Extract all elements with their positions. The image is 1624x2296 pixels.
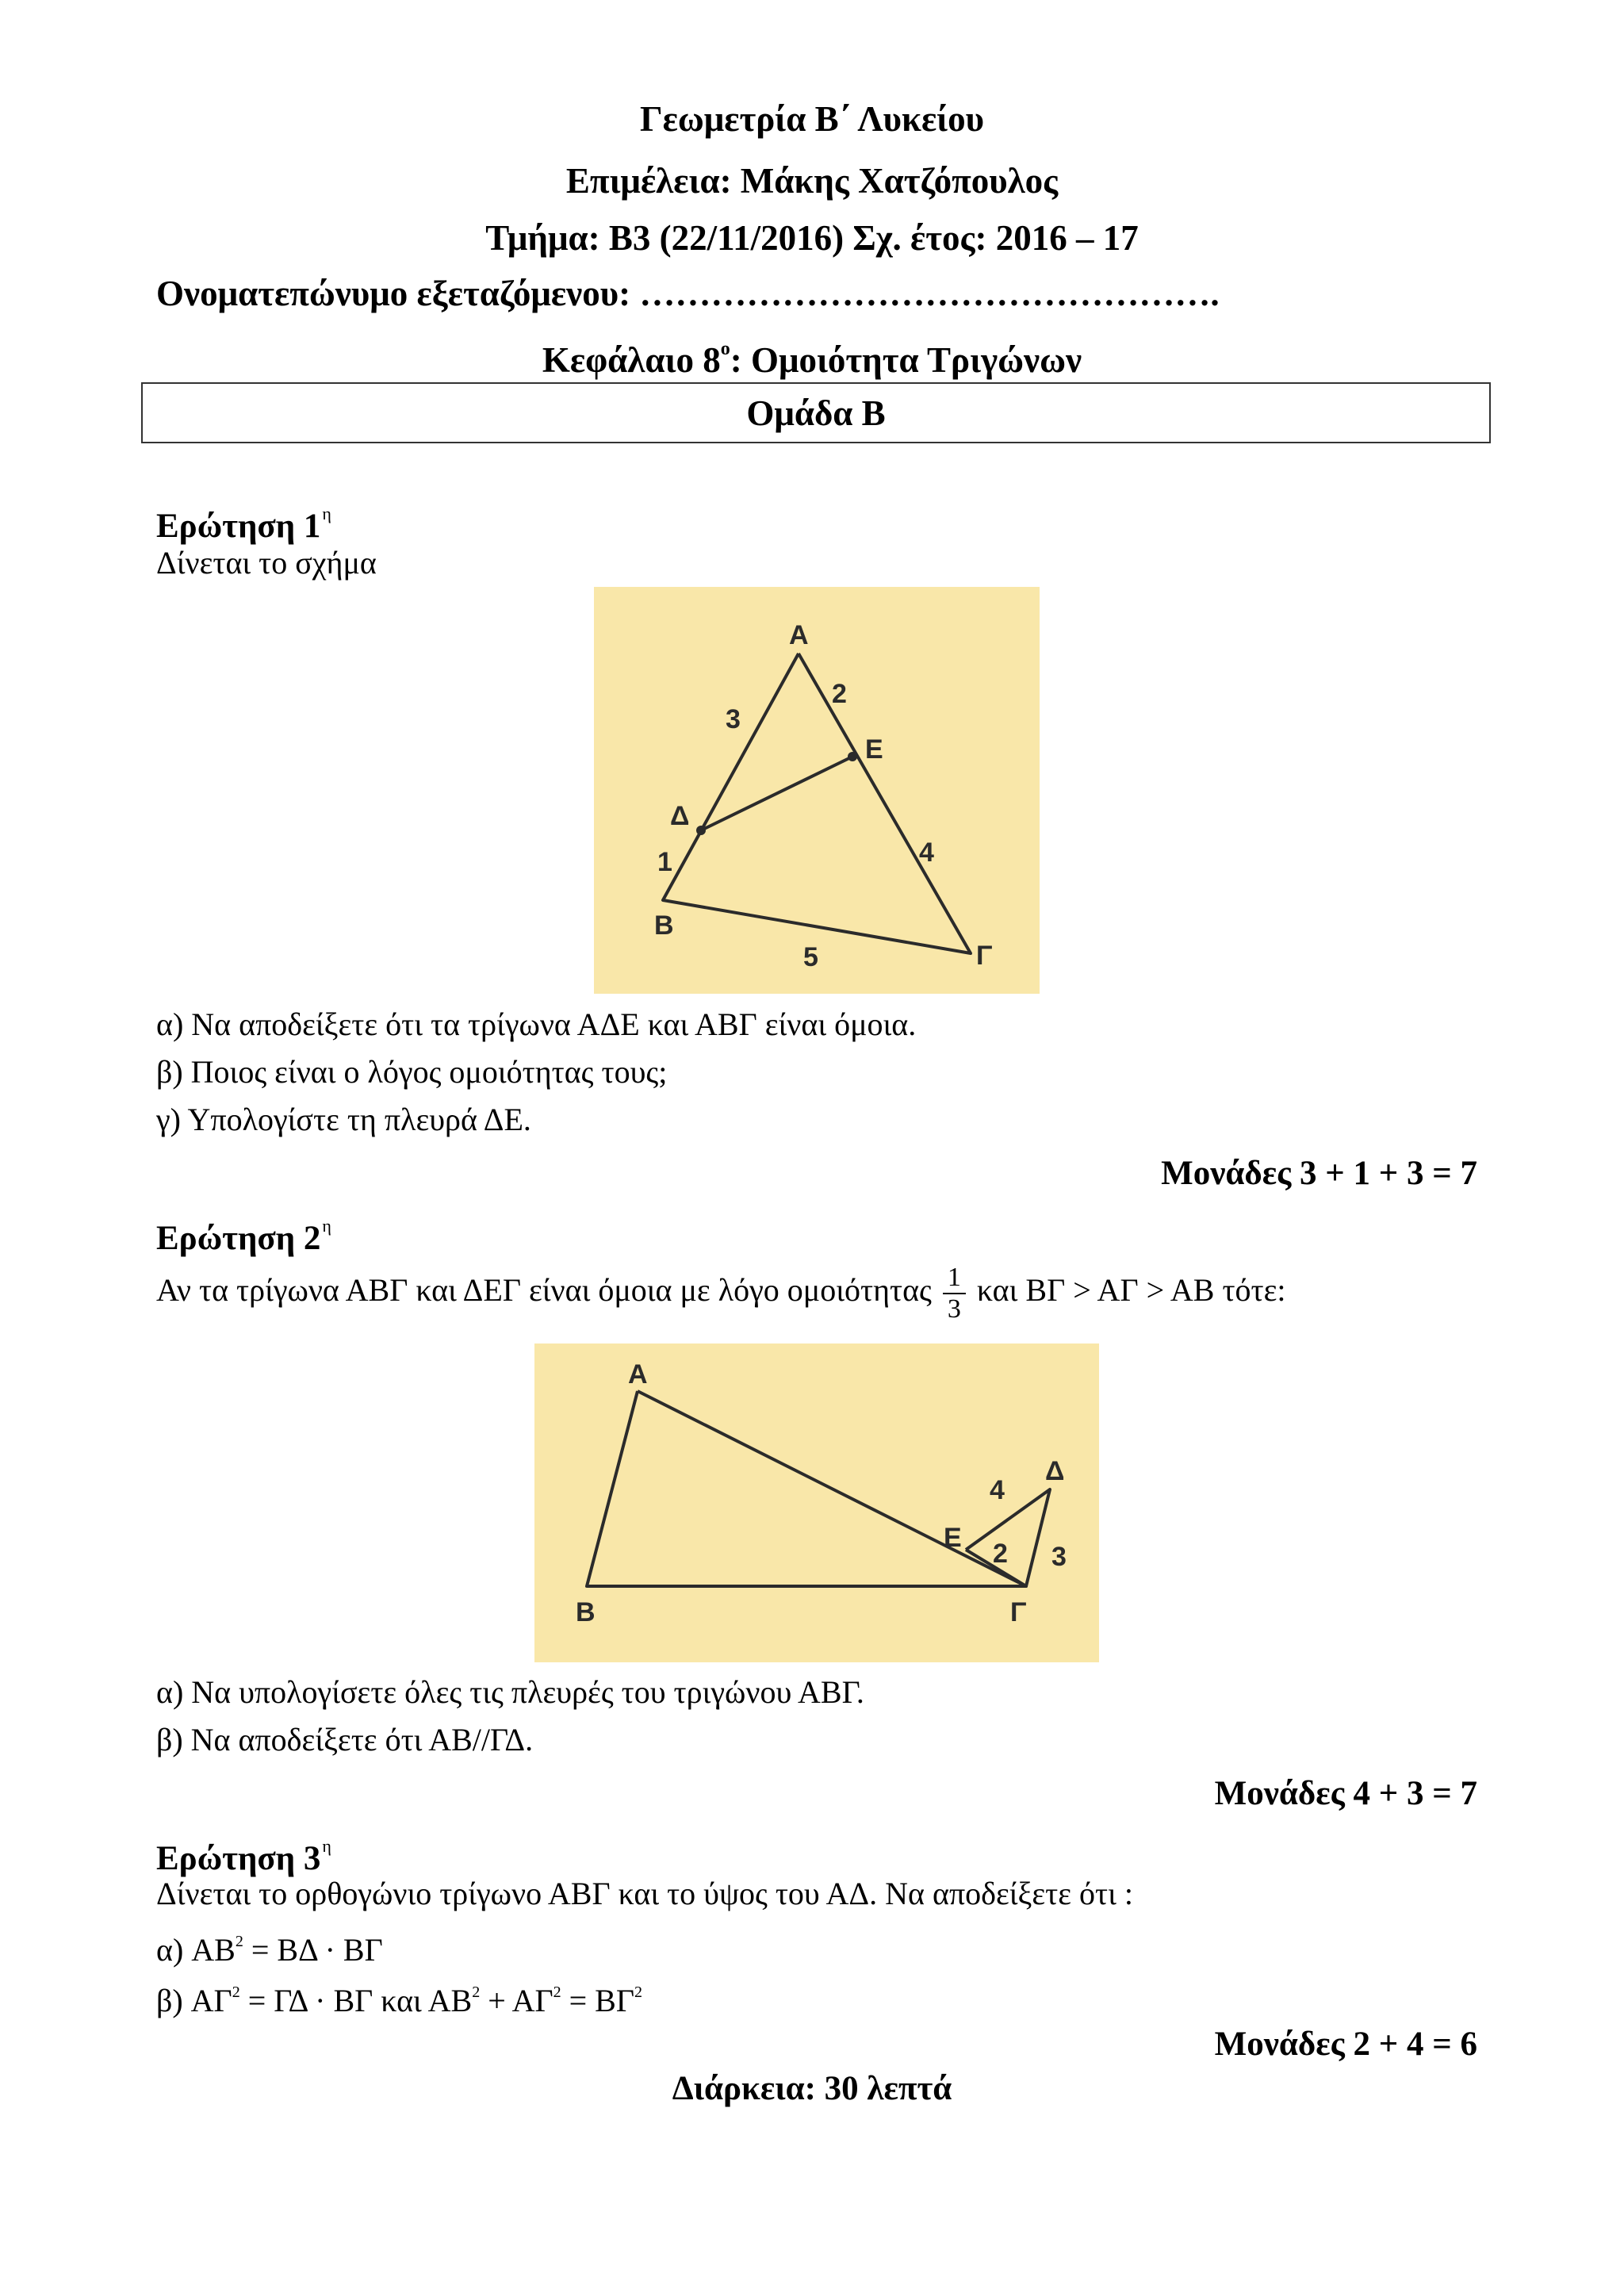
subject-title: Γεωμετρία Β΄ Λυκείου [639,99,985,139]
length-dg: 3 [1051,1542,1067,1572]
length-db: 1 [657,847,672,877]
b-t2: ΑΓ [511,1983,553,2018]
b-lhs1: ΑΓ [190,1983,232,2018]
q3-b-formula [191,1983,642,2018]
chapter-sup: ο [720,339,730,359]
b-t1: ΑΒ [427,1983,473,2018]
triangle-deg [966,1489,1050,1586]
b-eq: = [561,1983,596,2018]
q2-triangles-diagram [534,1343,1099,1662]
q1-part-c: γ) Υπολογίστε τη πλευρά ΔΕ. [156,1102,531,1137]
class-info-line: Τμήμα: Β3 (22/11/2016) Σχ. έτος: 2016 – 17 [485,218,1139,258]
label-g: Γ [1010,1597,1027,1627]
q1-triangle-diagram [594,587,1040,994]
length-eg: 2 [993,1539,1008,1569]
length-ad: 3 [726,704,741,734]
q2-intro-post: και ΒΓ > ΑΓ > ΑΒ τότε: [976,1272,1286,1308]
a-lhs: ΑΒ [191,1932,236,1968]
b-exp4: 2 [634,1984,642,2001]
q1-figure [594,587,1040,994]
label-d: Δ [670,801,690,831]
q2-title-sup: η [322,1216,331,1236]
q2-intro [156,1255,1286,1326]
q1-title [156,493,331,547]
q3-points: Μονάδες 2 + 4 = 6 [1214,2026,1477,2063]
group-box: Ομάδα Β [141,382,1491,443]
b-exp1: 2 [232,1984,240,2001]
q2-intro-pre: Αν τα τρίγωνα ΑΒΓ και ΔΕΓ είναι όμοια με λόγο ομοιότητας [156,1272,932,1308]
chapter-prefix: Κεφάλαιο 8 [542,340,721,380]
q1-part-b: β) Ποιος είναι ο λόγος ομοιότητας τους; [156,1054,668,1090]
editor-line: Επιμέλεια: Μάκης Χατζόπουλος [565,161,1059,201]
ratio-denominator: 3 [947,1294,961,1324]
label-a: Α [789,620,809,650]
length-bg: 5 [803,942,818,972]
student-name-line: Ονοματεπώνυμο εξεταζόμενου: …………………………………………. [156,274,1220,313]
b-t3: ΒΓ [595,1983,634,2018]
q3-title-text: Ερώτηση 3 [156,1840,321,1877]
q3-a-prefix: α) [156,1932,184,1968]
b-exp3: 2 [553,1984,561,2001]
b-conj: και [373,1983,428,2018]
q2-figure [534,1343,1099,1662]
q1-points: Μονάδες 3 + 1 + 3 = 7 [1161,1155,1477,1192]
point-d [696,826,706,835]
q2-part-b: β) Να αποδείξετε ότι ΑΒ//ΓΔ. [156,1722,534,1757]
q2-points: Μονάδες 4 + 3 = 7 [1214,1775,1477,1812]
q3-title [156,1826,331,1880]
point-e [848,752,857,761]
q3-intro: Δίνεται το ορθογώνιο τρίγωνο ΑΒΓ και το ύψος του ΑΔ. Να αποδείξετε ότι : [156,1876,1133,1911]
q3-part-b [156,1972,642,2022]
a-exp: 2 [235,1933,243,1950]
similarity-ratio [943,1263,966,1324]
b-plus: + [480,1983,512,2018]
q2-title-text: Ερώτηση 2 [156,1220,321,1257]
label-g: Γ [976,941,993,971]
q1-part-a: α) Να αποδείξετε ότι τα τρίγωνα ΑΔΕ και ΑΒΓ είναι όμοια. [156,1006,917,1042]
q1-intro: Δίνεται το σχήμα [156,545,377,581]
b-exp2: 2 [472,1984,481,2001]
ratio-numerator: 1 [943,1263,966,1294]
triangle-abg [587,1391,1026,1586]
label-b: Β [576,1597,596,1627]
q1-title-sup: η [322,504,331,523]
a-rhs: = ΒΔ · ΒΓ [243,1932,383,1968]
label-a: Α [628,1359,648,1389]
b-rhs1: = ΓΔ · ΒΓ [239,1983,373,2018]
q2-part-a: α) Να υπολογίσετε όλες τις πλευρές του τριγώνου ΑΒΓ. [156,1674,864,1710]
q2-title [156,1205,331,1259]
length-ed: 4 [990,1475,1005,1505]
length-eg: 4 [919,838,934,868]
q3-part-a [156,1921,383,1971]
segment-de [701,757,852,830]
q3-b-prefix: β) [156,1983,183,2018]
exam-duration: Διάρκεια: 30 λεπτά [672,2070,952,2107]
label-b: Β [654,910,674,941]
label-e: Ε [865,734,883,765]
label-d: Δ [1045,1456,1065,1486]
length-ae: 2 [832,679,847,709]
q3-title-sup: η [322,1836,331,1856]
chapter-title [0,327,1624,382]
q3-a-formula [191,1932,382,1968]
label-e: Ε [944,1523,962,1553]
q1-title-text: Ερώτηση 1 [156,508,321,545]
chapter-suffix: : Ομοιότητα Τριγώνων [730,340,1082,380]
triangle-abg [663,654,971,953]
